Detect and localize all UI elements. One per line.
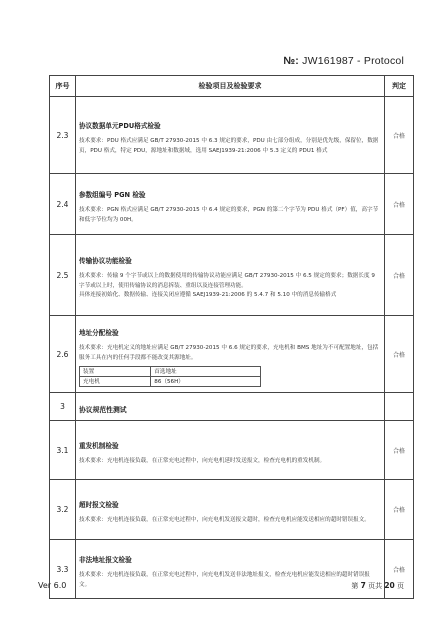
row-title: 超时报文检验 — [79, 501, 119, 510]
version-label: Ver 6.0 — [38, 581, 67, 590]
address-table — [79, 366, 261, 387]
table-row — [50, 235, 414, 316]
address-table-header-address: 首选地址 — [151, 366, 261, 376]
section-seq: 3 — [50, 393, 76, 421]
row-content — [76, 174, 385, 235]
row-result: 合格 — [385, 97, 414, 174]
row-title: 传输协议功能检验 — [79, 257, 132, 266]
page-current: 7 — [360, 581, 366, 590]
table-row — [50, 97, 414, 174]
page-total: 20 — [384, 581, 395, 590]
row-content — [76, 97, 385, 174]
row-content — [76, 316, 385, 393]
inspection-table — [49, 75, 414, 599]
row-title: 非法地址报文检验 — [79, 556, 132, 565]
header-seq: 序号 — [50, 76, 76, 97]
row-desc: 技术要求：充电机连接负载，在正常充电过程中，向充电机发送报文超时，检查充电机应能发送相应的超时错误报文。 — [79, 517, 370, 524]
row-desc: 技术要求：PDU 格式应满足 GB/T 27930-2015 中 6.3 规定的要求，PDU 由七部分组成，分别是优先级，保留位，数据页，PDU 格式，特定 PDU，源地址和数据域，选用 SAEJ1939-21:2006 中 5.3 定义的 PDU1 格式 — [79, 138, 379, 154]
row-seq: 2.4 — [50, 174, 76, 235]
table-row — [50, 421, 414, 480]
section-row — [50, 393, 414, 421]
table-header-row — [50, 76, 414, 97]
row-content — [76, 235, 385, 316]
report-number-value: JW161987 - Protocol — [302, 55, 404, 67]
header-items: 检验项目及检验要求 — [76, 76, 385, 97]
row-result: 合格 — [385, 316, 414, 393]
address-table-header-device: 装置 — [80, 366, 151, 376]
page-indicator — [351, 581, 404, 591]
row-result: 合格 — [385, 480, 414, 540]
row-desc: 技术要求：充电机连接负载，在正常充电过程中，向充电机延时发送报文，检查充电机的重发机制。 — [79, 457, 326, 464]
header-result: 判定 — [385, 76, 414, 97]
table-row — [50, 174, 414, 235]
row-seq: 3.1 — [50, 421, 76, 480]
row-seq: 2.6 — [50, 316, 76, 393]
section-result — [385, 393, 414, 421]
row-seq: 2.3 — [50, 97, 76, 174]
address-table-device: 充电机 — [80, 376, 151, 386]
row-content — [76, 540, 385, 599]
row-desc: 技术要求：PGN 格式应满足 GB/T 27930-2015 中 6.4 规定的要求，PGN 的第二个字节为 PDU 格式（PF）值，高字节和低字节位均为 00H。 — [79, 207, 379, 223]
report-number-label: №: — [283, 55, 300, 67]
address-table-address: 86（56H） — [151, 376, 261, 386]
row-title: 参数组编号 PGN 检验 — [79, 191, 146, 200]
row-desc: 技术要求：传输 9 个字节或以上的数据使用的传输协议功能应满足 GB/T 27930-2015 中 6.5 规定的要求；数据长度 9 字节或以上时，使用传输协议的消息拆装、重组以及连接管理功能。 — [79, 273, 375, 289]
row-result: 合格 — [385, 421, 414, 480]
row-content — [76, 421, 385, 480]
row-result: 合格 — [385, 235, 414, 316]
row-desc-extra: 具体连接初始化、数据传输、连接关闭应遵循 SAEJ1939-21:2006 的 5.4.7 和 5.10 中的消息传输格式 — [79, 292, 337, 299]
section-content — [76, 393, 385, 421]
row-desc: 技术要求：充电机连接负载，在正常充电过程中，向充电机发送非法地址报文，检查充电机应能发送相应的超时错误报文。 — [79, 572, 370, 588]
table-row — [50, 316, 414, 393]
row-seq: 3.3 — [50, 540, 76, 599]
report-number — [283, 55, 404, 67]
page-suffix: 页 — [397, 582, 404, 590]
page-prefix: 第 — [351, 582, 359, 590]
table-row — [50, 480, 414, 540]
row-result: 合格 — [385, 174, 414, 235]
row-title: 协议数据单元PDU格式检验 — [79, 122, 161, 131]
row-title: 地址分配检验 — [79, 329, 119, 338]
page-mid: 页共 — [368, 582, 383, 590]
row-desc: 技术要求：充电机定义的地址应满足 GB/T 27930-2015 中 6.6 规定的要求，充电机和 BMS 地址为不可配置地址，包括服务工具在内的任何手段都不能改变其源地址。 — [79, 345, 379, 361]
row-seq: 3.2 — [50, 480, 76, 540]
section-title: 协议规范性测试 — [79, 406, 127, 414]
row-seq: 2.5 — [50, 235, 76, 316]
row-title: 重发机制检验 — [79, 441, 119, 450]
row-result: 合格 — [385, 540, 414, 599]
row-content — [76, 480, 385, 540]
